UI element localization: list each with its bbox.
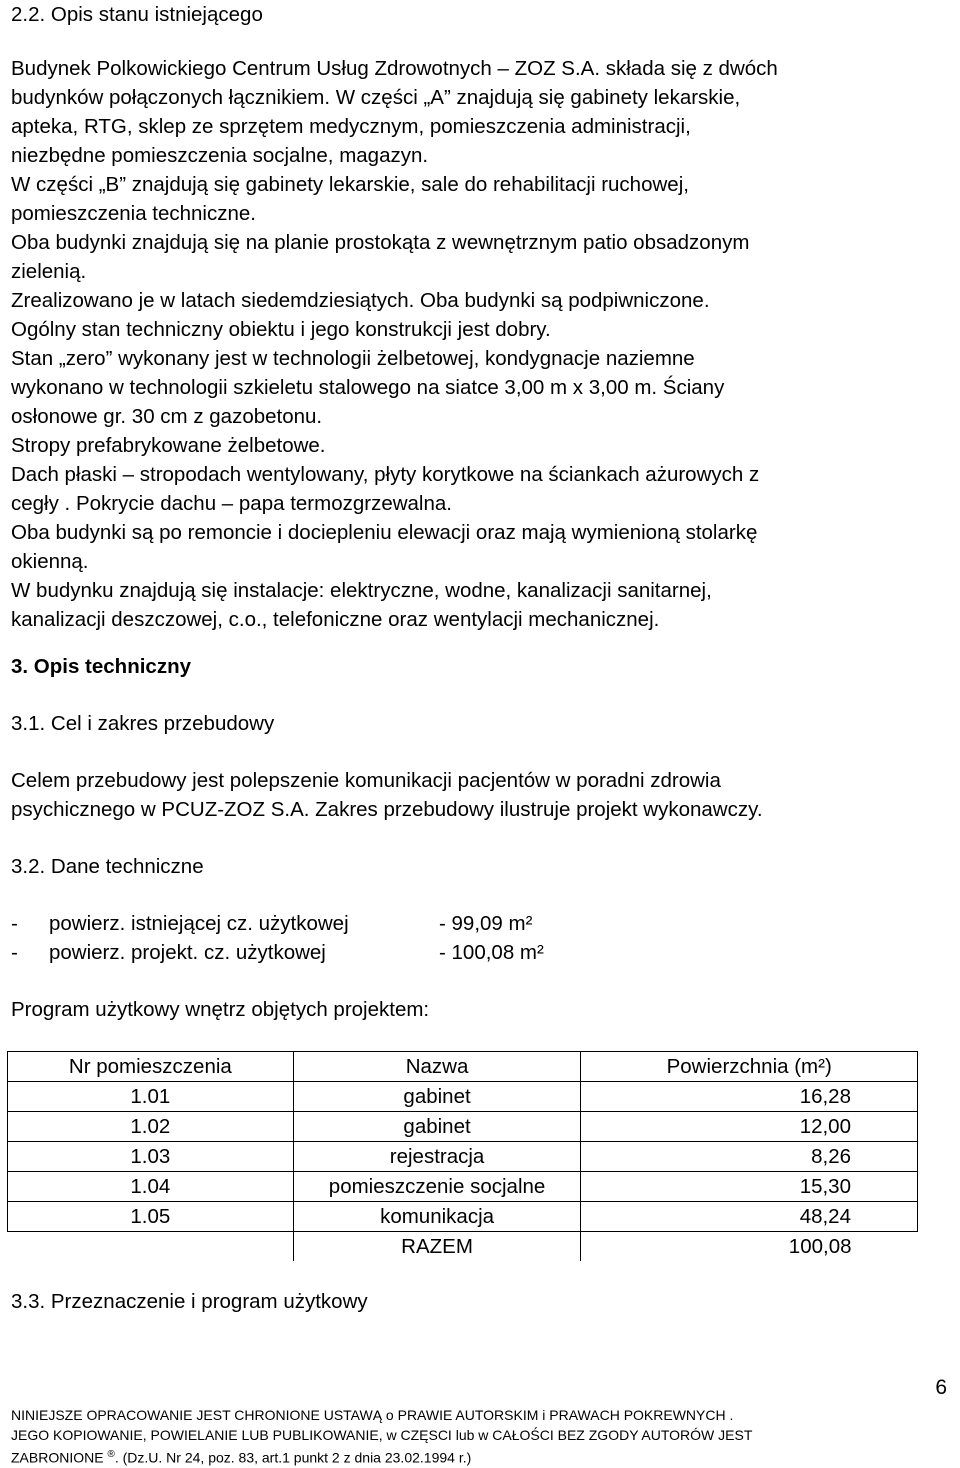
paragraph-line: budynków połączonych łącznikiem. W części „A” znajdują się gabinety lekarskie, xyxy=(11,86,741,109)
paragraph-line: Stropy prefabrykowane żelbetowe. xyxy=(11,434,326,457)
paragraph-line: cegły . Pokrycie dachu – papa termozgrzewalna. xyxy=(11,492,452,515)
footer-line-3-start: ZABRONIONE xyxy=(11,1449,108,1466)
footer-line-1: NINIEJSZE OPRACOWANIE JEST CHRONIONE USTAWĄ o PRAWIE AUTORSKIM i PRAWACH POKREWNYCH . xyxy=(11,1407,734,1423)
copyright-footer xyxy=(11,1405,911,1468)
footer-line-3 xyxy=(11,1445,911,1468)
paragraph-line: W części „B” znajdują się gabinety lekarskie, sale do rehabilitacji ruchowej, xyxy=(11,173,689,196)
room-number-cell: 1.02 xyxy=(8,1112,294,1142)
technical-data-item xyxy=(11,909,544,938)
paragraph-line: Ogólny stan techniczny obiektu i jego konstrukcji jest dobry. xyxy=(11,318,551,341)
column-header-name: Nazwa xyxy=(293,1052,581,1082)
section-2-2-heading: 2.2. Opis stanu istniejącego xyxy=(11,3,263,26)
list-dash: - xyxy=(11,912,18,935)
paragraph-line: psychicznego w PCUZ-ZOZ S.A. Zakres przebudowy ilustruje projekt wykonawczy. xyxy=(11,798,763,821)
room-name-cell: komunikacja xyxy=(293,1202,581,1232)
paragraph-line: okienną. xyxy=(11,550,89,573)
room-number-cell: 1.01 xyxy=(8,1082,294,1112)
section-3-heading: 3. Opis techniczny xyxy=(11,655,191,678)
column-header-number: Nr pomieszczenia xyxy=(8,1052,294,1082)
item-value: - 100,08 m² xyxy=(439,941,544,964)
table-row xyxy=(8,1082,918,1112)
paragraph-line: pomieszczenia techniczne. xyxy=(11,202,256,225)
item-value: - 99,09 m² xyxy=(439,912,533,935)
table-row xyxy=(8,1142,918,1172)
paragraph-line: osłonowe gr. 30 cm z gazobetonu. xyxy=(11,405,323,428)
paragraph-line: niezbędne pomieszczenia socjalne, magazyn. xyxy=(11,144,429,167)
room-name-cell: pomieszczenie socjalne xyxy=(293,1172,581,1202)
paragraph-line: W budynku znajdują się instalacje: elektryczne, wodne, kanalizacji sanitarnej, xyxy=(11,579,712,602)
room-area-cell: 16,28 xyxy=(581,1082,918,1112)
total-blank-cell xyxy=(8,1232,294,1262)
rooms-table-body xyxy=(8,1082,918,1232)
table-header-row xyxy=(8,1052,918,1082)
paragraph-line: Celem przebudowy jest polepszenie komunikacji pacjentów w poradni zdrowia xyxy=(11,769,721,792)
registered-mark: ® xyxy=(107,1449,115,1460)
room-number-cell: 1.03 xyxy=(8,1142,294,1172)
paragraph-line: Zrealizowano je w latach siedemdziesiątych. Oba budynki są podpiwniczone. xyxy=(11,289,710,312)
paragraph-line: Oba budynki są po remoncie i dociepleniu elewacji oraz mają wymienioną stolarkę xyxy=(11,521,758,544)
room-number-cell: 1.05 xyxy=(8,1202,294,1232)
paragraph-line: Stan „zero” wykonany jest w technologii żelbetowej, kondygnacje naziemne xyxy=(11,347,695,370)
paragraph-line: Oba budynki znajdują się na planie prostokąta z wewnętrznym patio obsadzonym xyxy=(11,231,750,254)
paragraph-line: apteka, RTG, sklep ze sprzętem medycznym, pomieszczenia administracji, xyxy=(11,115,691,138)
page-number: 6 xyxy=(935,1376,947,1399)
table-row xyxy=(8,1172,918,1202)
room-name-cell: gabinet xyxy=(293,1112,581,1142)
room-area-cell: 48,24 xyxy=(581,1202,918,1232)
room-area-cell: 15,30 xyxy=(581,1172,918,1202)
paragraph-line: wykonano w technologii szkieletu stalowego na siatce 3,00 m x 3,00 m. Ściany xyxy=(11,376,725,399)
room-name-cell: rejestracja xyxy=(293,1142,581,1172)
section-3-2-heading: 3.2. Dane techniczne xyxy=(11,855,204,878)
column-header-area: Powierzchnia (m²) xyxy=(581,1052,918,1082)
table-total-row xyxy=(8,1232,918,1262)
program-heading: Program użytkowy wnętrz objętych projektem: xyxy=(11,998,430,1021)
section-3-3-heading: 3.3. Przeznaczenie i program użytkowy xyxy=(11,1290,368,1313)
item-label: powierz. projekt. cz. użytkowej xyxy=(49,941,326,964)
table-row xyxy=(8,1202,918,1232)
room-area-cell: 12,00 xyxy=(581,1112,918,1142)
paragraph-line: Dach płaski – stropodach wentylowany, płyty korytkowe na ściankach ażurowych z xyxy=(11,463,760,486)
technical-data-item xyxy=(11,938,544,967)
technical-data-list xyxy=(11,909,544,967)
total-value: 100,08 xyxy=(788,1234,852,1258)
rooms-table xyxy=(7,1051,918,1261)
goal-paragraph xyxy=(11,766,763,824)
item-label: powierz. istniejącej cz. użytkowej xyxy=(49,912,349,935)
paragraph-line: zielenią. xyxy=(11,260,87,283)
footer-line-3-end: . (Dz.U. Nr 24, poz. 83, art.1 punkt 2 z dnia 23.02.1994 r.) xyxy=(114,1449,472,1466)
section-3-1-heading: 3.1. Cel i zakres przebudowy xyxy=(11,712,275,735)
paragraph-line: kanalizacji deszczowej, c.o., telefoniczne oraz wentylacji mechanicznej. xyxy=(11,608,660,631)
footer-line-2: JEGO KOPIOWANIE, POWIELANIE LUB PUBLIKOWANIE, w CZĘSCI lub w CAŁOŚCI BEZ ZGODY AUTORÓW JEST xyxy=(11,1427,753,1443)
existing-state-paragraph xyxy=(11,54,778,634)
paragraph-line: Budynek Polkowickiego Centrum Usług Zdrowotnych – ZOZ S.A. składa się z dwóch xyxy=(11,57,778,80)
total-label: RAZEM xyxy=(293,1232,581,1262)
room-name-cell: gabinet xyxy=(293,1082,581,1112)
room-area-cell: 8,26 xyxy=(581,1142,918,1172)
room-number-cell: 1.04 xyxy=(8,1172,294,1202)
table-row xyxy=(8,1112,918,1142)
list-dash: - xyxy=(11,941,18,964)
